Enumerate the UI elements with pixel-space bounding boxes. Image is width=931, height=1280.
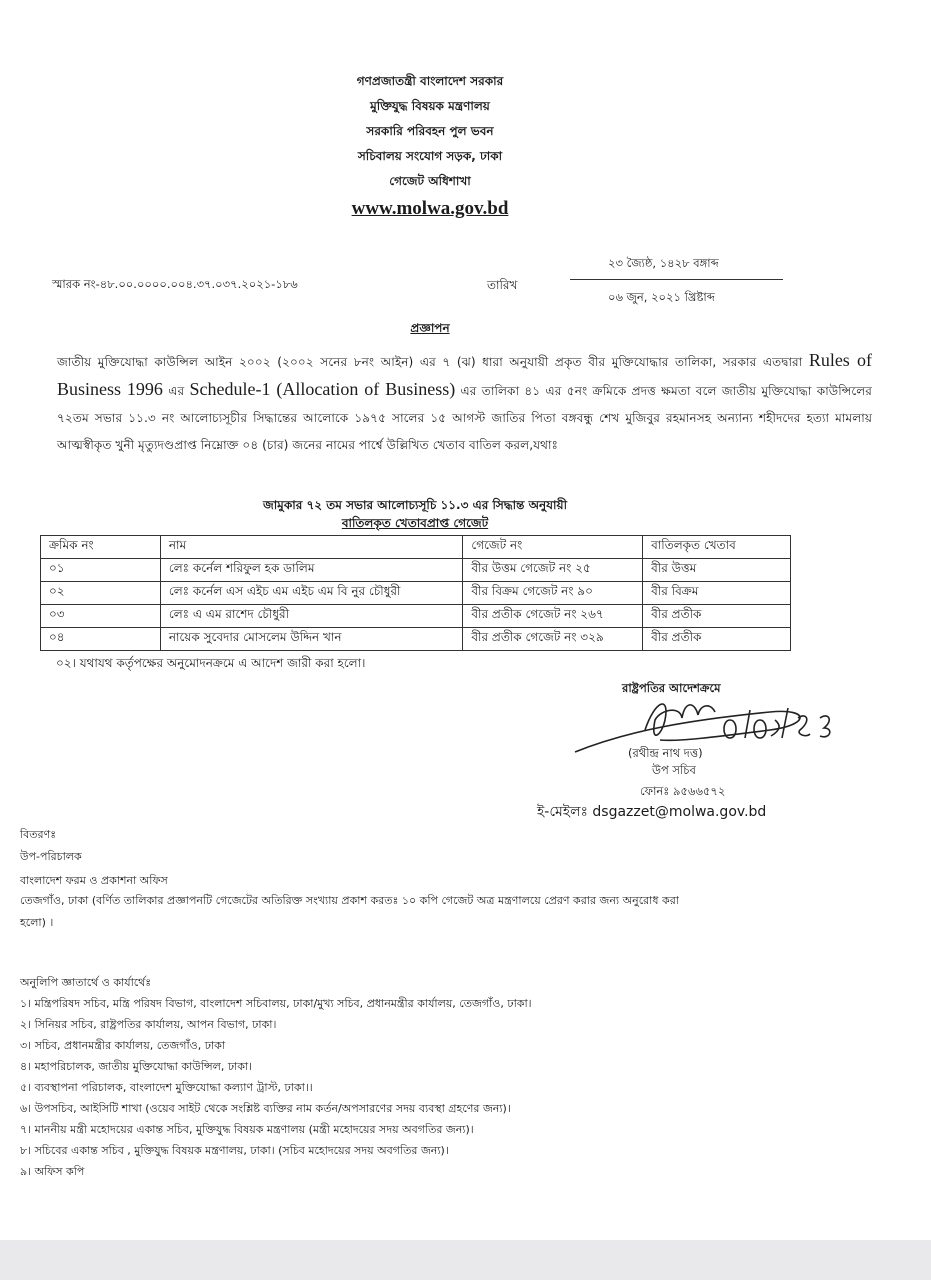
copy-item: ৪। মহাপরিচালক, জাতীয় মুক্তিযোদ্ধা কাউন্সিল, ঢাকা।	[20, 1060, 253, 1073]
col-header: গেজেট নং	[463, 536, 643, 559]
header-line: গণপ্রজাতন্ত্রী বাংলাদেশ সরকার	[356, 74, 504, 88]
cell: বীর বিক্রম গেজেট নং ৯০	[463, 582, 643, 605]
cell: বীর প্রতীক	[643, 605, 791, 628]
signatory-designation: উপ সচিব	[652, 763, 696, 777]
para-text: এর তালিকা ৪১ এর ৫নং ক্রমিকে প্রদত্ত ক্ষমতা বলে জাতীয় মুক্তিযোদ্ধা কাউন্সিলের ৭২তম সভার ১১.৩ নং আলোচ্যসূচীর সিদ্ধান্তের আলোকে ১৯৭৫ সালের ১৫ আগস্ট জাতির পিতা বঙ্গবন্ধু শেখ মুজিবুর রহমানসহ অন্যান্য শহীদদের হত্যা মামলায় আত্মস্বীকৃত খুনী মৃত্যুদণ্ডপ্রাপ্ত নিম্নোক্ত ০৪ (চার) জনের নামের পার্শ্বে উল্লিখিত খেতাব বাতিল করল,যথাঃ	[57, 384, 873, 452]
signatory-name: (রথীন্দ্র নাথ দত্ত)	[628, 746, 703, 760]
cell: ০৪	[41, 628, 161, 651]
date-divider	[570, 279, 783, 280]
copy-item: ৩। সচিব, প্রধানমন্ত্রীর কার্যালয়, তেজগাঁও, ঢাকা	[20, 1039, 226, 1052]
copies-label: অনুলিপি জ্ঞাতার্থে ও কার্যার্থেঃ	[20, 976, 152, 989]
para-text: জাতীয় মুক্তিযোদ্ধা কাউন্সিল আইন ২০০২ (২০০২ সনের ৮নং আইন) এর ৭ (ঝ) ধারা অনুযায়ী প্রকৃত বীর মুক্তিযোদ্ধার তালিকা, সরকার এতদ্বারা	[57, 355, 809, 369]
date-gregorian: ০৬ জুন, ২০২১ খ্রিষ্টাব্দ	[608, 290, 715, 304]
distribution-line: তেজগাঁও, ঢাকা (বর্ণিত তালিকার প্রজ্ঞাপনটি গেজেটের অতিরিক্ত সংখ্যায় প্রকাশ করতঃ ১০ কপি গেজেট অত্র মন্ত্রণালয়ে প্রেরণ করার জন্য অনুরোধ করা	[20, 894, 679, 907]
table-row	[41, 582, 791, 605]
cell: বীর প্রতীক গেজেট নং ২৬৭	[463, 605, 643, 628]
cell: লেঃ কর্নেল এস এইচ এম এইচ এম বি নুর চৌধুরী	[160, 582, 463, 605]
table-row	[41, 559, 791, 582]
page-bottom-edge	[0, 1240, 931, 1280]
table-subtitle: বাতিলকৃত খেতাবপ্রাপ্ত গেজেট	[341, 516, 489, 530]
copy-item: ২। সিনিয়র সচিব, রাষ্ট্রপতির কার্যালয়, আপন বিভাগ, ঢাকা।	[20, 1018, 277, 1031]
copy-item: ৬। উপসচিব, আইসিটি শাখা (ওয়েব সাইট থেকে সংশ্লিষ্ট ব্যক্তির নাম কর্তন/অপসারণের সদয় ব্যবস্থা গ্রহণের জন্য)।	[20, 1102, 511, 1115]
copy-item: ৫। ব্যবস্থাপনা পরিচালক, বাংলাদেশ মুক্তিযোদ্ধা কল্যাণ ট্রাস্ট, ঢাকা।।	[20, 1081, 313, 1094]
header-line: সরকারি পরিবহন পুল ভবন	[366, 124, 494, 138]
para-text-en: Rules of Business 1996	[57, 350, 872, 399]
para-text: এর	[162, 384, 190, 398]
header-line: মুক্তিযুদ্ধ বিষয়ক মন্ত্রণালয়	[370, 99, 490, 113]
signatory-phone: ফোনঃ ৯৫৬৬৫৭২	[640, 784, 726, 798]
cell: লেঃ কর্নেল শরিফুল হক ডালিম	[160, 559, 463, 582]
distribution-line: হলো) ।	[20, 916, 54, 929]
distribution-line: বাংলাদেশ ফরম ও প্রকাশনা অফিস	[20, 874, 168, 887]
cell: লেঃ এ এম রাশেদ চৌধুরী	[160, 605, 463, 628]
copy-item: ৮। সচিবের একান্ত সচিব , মুক্তিযুদ্ধ বিষয়ক মন্ত্রণালয়, ঢাকা। (সচিব মহোদয়ের সদয় অবগতির জন্য)।	[20, 1144, 449, 1157]
col-header: ক্রমিক নং	[41, 536, 161, 559]
table-title: জামুকার ৭২ তম সভার আলোচ্যসূচি ১১.৩ এর সিদ্ধান্ত অনুযায়ী	[262, 498, 568, 512]
memo-number: স্মারক নং-৪৮.০০.০০০০.০০৪.৩৭.০৩৭.২০২১-১৮৬	[52, 277, 298, 291]
clause-2: ০২। যথাযথ কর্তৃপক্ষের অনুমোদনক্রমে এ আদেশ জারী করা হলো।	[56, 656, 366, 670]
copy-item: ৭। মাননীয় মন্ত্রী মহোদয়ের একান্ত সচিব, মুক্তিযুদ্ধ বিষয়ক মন্ত্রণালয় (মন্ত্রী মহোদয়ের সদয় অবগতির জন্য)।	[20, 1123, 474, 1136]
signature-order: রাষ্ট্রপতির আদেশক্রমে	[622, 681, 721, 695]
cell: বীর উত্তম গেজেট নং ২৫	[463, 559, 643, 582]
cell: ০৩	[41, 605, 161, 628]
document-title: প্রজ্ঞাপন	[410, 321, 450, 335]
cell: বীর বিক্রম	[643, 582, 791, 605]
handwritten-signature	[570, 690, 870, 760]
table-row	[41, 628, 791, 651]
body-paragraph	[57, 347, 872, 459]
cell: ০১	[41, 559, 161, 582]
copy-item: ১। মন্ত্রিপরিষদ সচিব, মন্ত্রি পরিষদ বিভাগ, বাংলাদেশ সচিবালয়, ঢাকা/মুখ্য সচিব, প্রধানমন্ত্রীর কার্যালয়, তেজগাঁও, ঢাকা।	[20, 997, 532, 1010]
date-bangla: ২৩ জ্যৈষ্ঠ, ১৪২৮ বঙ্গাব্দ	[608, 256, 719, 270]
header-line: সচিবালয় সংযোগ সড়ক, ঢাকা	[357, 149, 503, 163]
cell: ০২	[41, 582, 161, 605]
cell: বীর প্রতীক	[643, 628, 791, 651]
date-label: তারিখ	[487, 278, 518, 292]
table-row	[41, 605, 791, 628]
col-header: নাম	[160, 536, 463, 559]
cell: নায়েক সুবেদার মোসলেম উদ্দিন খান	[160, 628, 463, 651]
distribution-label: বিতরণঃ	[20, 828, 57, 841]
revoked-titles-table	[40, 535, 791, 651]
website-link[interactable]: www.molwa.gov.bd	[351, 198, 509, 219]
header-line: গেজেট অধিশাখা	[389, 174, 471, 188]
table-header-row	[41, 536, 791, 559]
signatory-email[interactable]: ই-মেইলঃ dsgazzet@molwa.gov.bd	[537, 804, 767, 820]
col-header: বাতিলকৃত খেতাব	[643, 536, 791, 559]
distribution-line: উপ-পরিচালক	[20, 850, 82, 863]
cell: বীর প্রতীক গেজেট নং ৩২৯	[463, 628, 643, 651]
cell: বীর উত্তম	[643, 559, 791, 582]
para-text-en: Schedule-1 (Allocation of Business)	[189, 379, 456, 399]
copy-item: ৯। অফিস কপি	[20, 1165, 85, 1178]
